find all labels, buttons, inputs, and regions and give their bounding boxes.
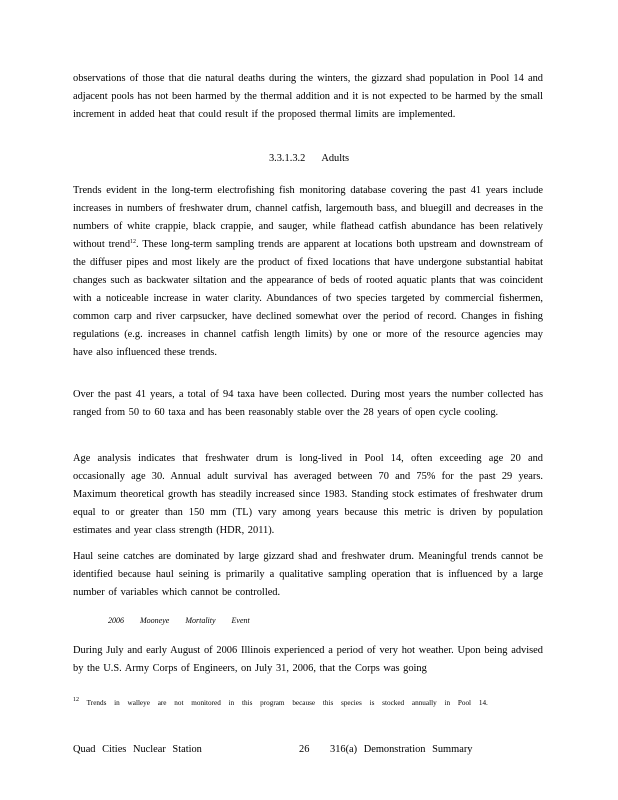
footnote bbox=[73, 697, 543, 709]
footnote-marker: 12 bbox=[73, 697, 79, 703]
footnote-text: Trends in walleye are not monitored in this program because this species is stocked annually in Pool 14. bbox=[86, 699, 488, 707]
paragraph-taxa: Over the past 41 years, a total of 94 taxa have been collected. During most years the number collected has ranged from 50 to 60 taxa and has been reasonably stable over the 28 years of open cycle cooling. bbox=[73, 389, 543, 418]
paragraph-age-analysis: Age analysis indicates that freshwater drum is long-lived in Pool 14, often exceeding age 20 and occasionally age 30. Annual adult survival has averaged between 70 and 75% for the past 29 years. Maximum theoretical growth has steadily increased since 1983. Standing stock estimates of freshwater drum equal to or greater than 150 mm (TL) vary among years because this metric is driven by population estimates and year class strength (HDR, 2011). bbox=[73, 453, 543, 536]
footnote-reference: 12 bbox=[130, 239, 137, 245]
footer-station-name: Quad Cities Nuclear Station bbox=[73, 744, 202, 755]
footer-document-title: 316(a) Demonstration Summary bbox=[330, 744, 473, 755]
section-title: Adults bbox=[321, 153, 350, 164]
paragraph-trends-text-b: . These long-term sampling trends are apparent at locations both upstream and downstream of the diffuser pipes and most likely are the product of fixed locations that have undergone substantial habitat changes such as backwater siltation and the appearance of beds of rooted aquatic plants that was coincident with a noticeable increase in water clarity. Abundances of two species targeted by commercial fishermen, common carp and river carpsucker, have declined somewhat over the period of record. Changes in fishing regulations (e.g. increases in channel catfish length limits) by one or more of the resource agencies may have also influenced these trends. bbox=[73, 239, 543, 358]
paragraph-gizzard-shad: observations of those that die natural deaths during the winters, the gizzard shad population in Pool 14 and adjacent pools has not been harmed by the thermal addition and it is not expected to be harmed by the small increment in added heat that could result if the proposed thermal limits are implemented. bbox=[73, 73, 543, 120]
section-number: 3.3.1.3.2 bbox=[268, 153, 306, 164]
paragraph-trends-text-a: Trends evident in the long-term electrofishing fish monitoring database covering the past 41 years include increases in numbers of freshwater drum, channel catfish, largemouth bass, and bluegill and decreases in the numbers of white crappie, black crappie, and sauger, while flathead catfish abundance has been relatively without trend bbox=[73, 185, 543, 250]
page-number: 26 bbox=[299, 744, 310, 755]
paragraph-mooneye-event: During July and early August of 2006 Illinois experienced a period of very hot weather. Upon being advised by the U.S. Army Corps of Engineers, on July 31, 2006, that the Corps was going bbox=[73, 645, 543, 674]
section-heading bbox=[0, 150, 618, 168]
paragraph-trends bbox=[73, 182, 543, 362]
paragraph-haul-seine: Haul seine catches are dominated by large gizzard shad and freshwater drum. Meaningful trends cannot be identified because haul seining is primarily a qualitative sampling operation that is influenced by a large number of variables which cannot be controlled. bbox=[73, 551, 543, 598]
subsection-heading: 2006 Mooneye Mortality Event bbox=[108, 616, 250, 625]
